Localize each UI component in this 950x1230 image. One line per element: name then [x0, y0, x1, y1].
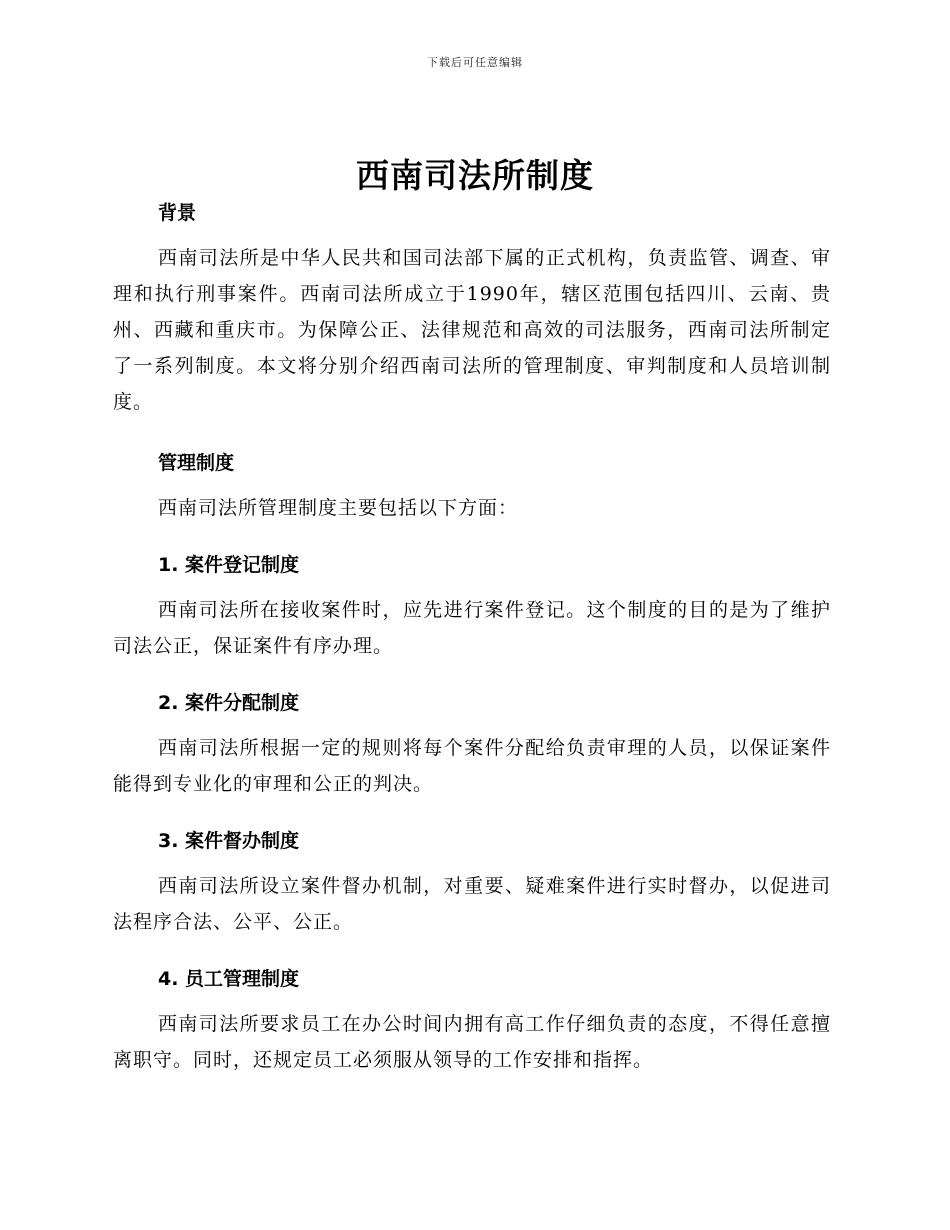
section-heading-background: 背景: [158, 202, 197, 224]
item-heading-allocation: 2. 案件分配制度: [158, 692, 300, 714]
header-note: 下载后可任意编辑: [427, 56, 523, 69]
item-paragraph-registration: 西南司法所在接收案件时，应先进行案件登记。这个制度的目的是为了维护司法公正，保证案件有序办理。: [113, 599, 831, 657]
management-intro: 西南司法所管理制度主要包括以下方面：: [158, 497, 519, 519]
background-paragraph: 西南司法所是中华人民共和国司法部下属的正式机构，负责监管、调查、审理和执行刑事案件。西南司法所成立于1990年，辖区范围包括四川、云南、贵州、西藏和重庆市。为保障公正、法律规范和高效的司法服务，西南司法所制定了一系列制度。本文将分别介绍西南司法所的管理制度、审判制度和人员培训制度。: [113, 247, 831, 413]
document-title: 西南司法所制度: [356, 156, 594, 195]
item-paragraph-staff: 西南司法所要求员工在办公时间内拥有高工作仔细负责的态度，不得任意擅离职守。同时，还规定员工必须服从领导的工作安排和指挥。: [113, 1013, 831, 1071]
item-heading-registration: 1. 案件登记制度: [158, 554, 300, 576]
item-heading-staff: 4. 员工管理制度: [158, 968, 300, 990]
item-paragraph-allocation: 西南司法所根据一定的规则将每个案件分配给负责审理的人员，以保证案件能得到专业化的审理和公正的判决。: [113, 737, 831, 795]
document-body: [113, 198, 831, 1078]
item-paragraph-supervision: 西南司法所设立案件督办机制，对重要、疑难案件进行实时督办，以促进司法程序合法、公平、公正。: [113, 875, 831, 933]
item-heading-supervision: 3. 案件督办制度: [158, 830, 300, 852]
section-heading-management: 管理制度: [158, 452, 235, 474]
